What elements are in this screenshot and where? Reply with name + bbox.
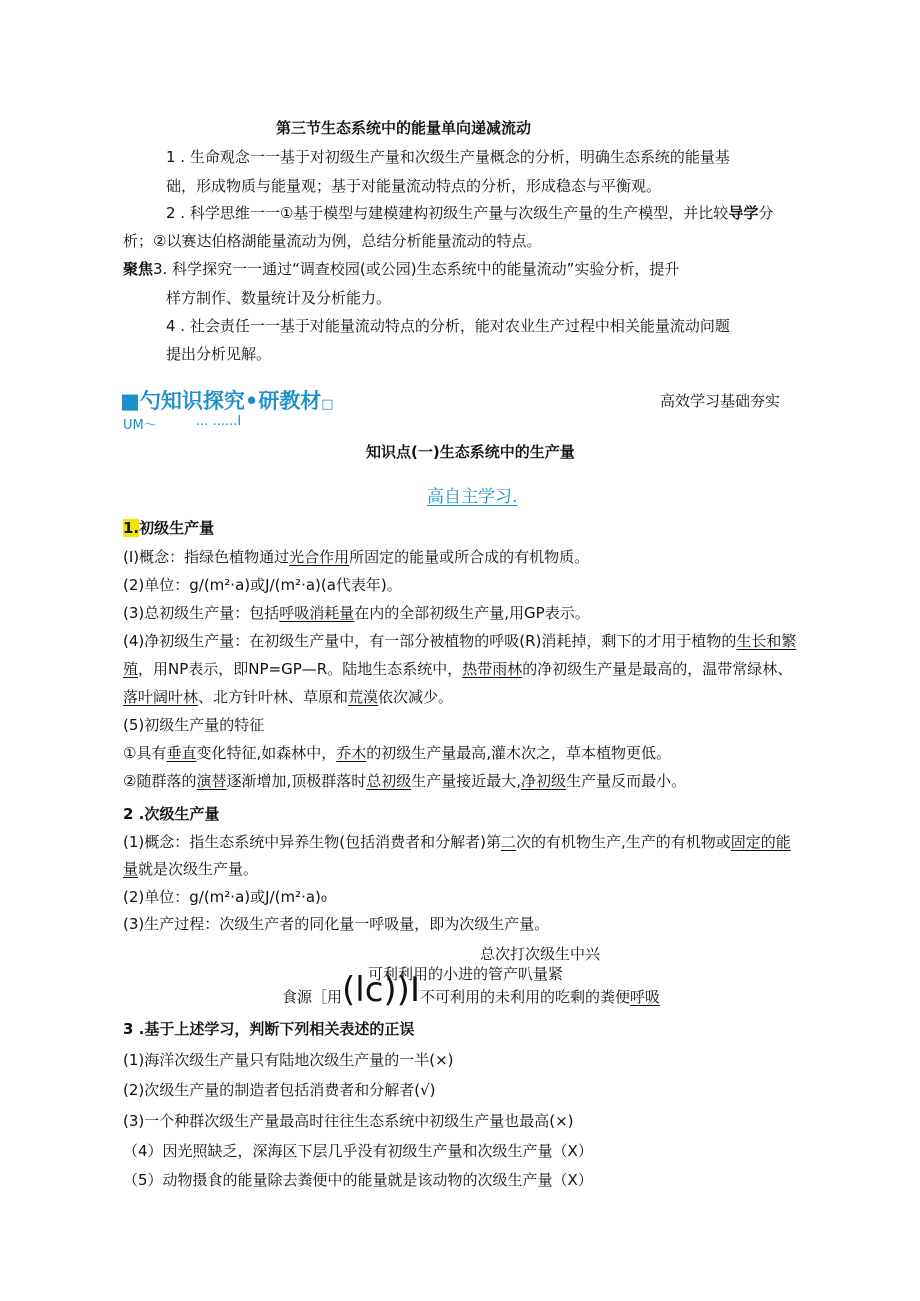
text: 所固定的能量或所合成的有机物质。 bbox=[349, 548, 590, 566]
text: 生产量接近最大, bbox=[411, 772, 522, 790]
text: 逐渐增加,顶极群落时 bbox=[226, 772, 367, 790]
goal-2-text-end: 分 bbox=[758, 204, 774, 222]
banner-sub-left: UM～ bbox=[123, 418, 157, 433]
blank-answer: 总初级 bbox=[366, 772, 412, 790]
secondary-concept-line-2 bbox=[123, 858, 258, 879]
banner-title: 知识探究•研教材 bbox=[160, 389, 322, 413]
blank-answer: 生长和繁 bbox=[736, 632, 797, 650]
goal-1-line-2: 础，形成物质与能量观；基于对能量流动特点的分析，形成稳态与平衡观。 bbox=[166, 177, 662, 195]
blank-answer: 呼吸消耗量 bbox=[279, 604, 355, 622]
goal-3-line-2: 样方制作、数量统计及分析能力。 bbox=[166, 289, 392, 307]
text: 、北方针叶林、草原和 bbox=[198, 688, 349, 706]
page-title: 第三节生态系统中的能量单向递减流动 bbox=[276, 119, 532, 137]
judge-item-3: (3)一个种群次级生产量最高时往往生态系统中初级生产量也最高(×) bbox=[123, 1112, 574, 1130]
goal-3-line-1 bbox=[123, 258, 679, 279]
primary-gross bbox=[123, 602, 590, 623]
blank-answer: 二 bbox=[500, 833, 516, 851]
blank-answer: 垂直 bbox=[166, 744, 197, 762]
primary-concept bbox=[123, 546, 589, 567]
primary-feature-2 bbox=[123, 770, 686, 791]
blank-answer: 固定的能 bbox=[730, 833, 791, 851]
secondary-process: (3)生产过程：次级生产者的同化量一呼吸量，即为次级生产量。 bbox=[123, 915, 550, 933]
goal-3-text: 3. 科学探究一一通过“调查校园(或公园)生态系统中的能量流动”实验分析，提升 bbox=[153, 260, 680, 278]
text: (I)概念：指绿色植物通过 bbox=[123, 548, 290, 566]
primary-title: 初级生产量 bbox=[139, 519, 215, 537]
blank-answer: 荒漠 bbox=[348, 688, 379, 706]
text: ，用NP表示，即NP=GP—R。陆地生态系统中， bbox=[138, 660, 463, 678]
goal-2-line-1 bbox=[166, 202, 773, 223]
diagram-bracket: (lc))I bbox=[342, 970, 420, 1010]
blank-answer: 乔木 bbox=[336, 744, 367, 762]
goal-2-line-2: 析；②以赛达伯格湖能量流动为例，总结分析能量流动的特点。 bbox=[123, 232, 542, 250]
blank-answer: 量 bbox=[123, 860, 139, 878]
primary-unit: (2)单位：g/(m²·a)或J/(m²·a)(a代表年)。 bbox=[123, 576, 402, 594]
text: 变化特征,如森林中， bbox=[196, 744, 337, 762]
blank-answer: 呼吸 bbox=[630, 988, 661, 1006]
text: 次的有机物生产,生产的有机物或 bbox=[515, 833, 731, 851]
text: 依次减少。 bbox=[378, 688, 454, 706]
blank-answer: 殖 bbox=[123, 660, 139, 678]
text: 的初级生产量最高,灌木次之，草本植物更低。 bbox=[366, 744, 672, 762]
diagram-line-3 bbox=[282, 970, 661, 1010]
goal-2-text: 2 . 科学思维一一①基于模型与建模建构初级生产量与次级生产量的生产模型，并比较 bbox=[166, 204, 729, 222]
guide-label: 导学 bbox=[728, 204, 759, 222]
blank-answer: 落叶阔叶林 bbox=[123, 688, 199, 706]
section-banner bbox=[120, 385, 334, 415]
primary-features-heading: (5)初级生产量的特征 bbox=[123, 716, 265, 734]
text: 就是次级生产量。 bbox=[138, 860, 259, 878]
secondary-heading: 2 .次级生产量 bbox=[123, 805, 220, 823]
judge-heading: 3 .基于上述学习，判断下列相关表述的正误 bbox=[123, 1020, 415, 1038]
text: (3)总初级生产量：包括 bbox=[123, 604, 280, 622]
banner-sub-mid: ... ......I bbox=[196, 414, 242, 429]
text: 不可利用的未利用的吃剩的粪便 bbox=[419, 988, 630, 1006]
text: 的净初级生产量是最高的，温带常绿林、 bbox=[522, 660, 793, 678]
diagram-line-1: 总次打次级生中兴 bbox=[480, 945, 601, 963]
judge-item-2: (2)次级生产量的制造者包括消费者和分解者(√) bbox=[123, 1081, 436, 1099]
banner-mark-icon: ■勺 bbox=[120, 389, 161, 413]
goal-4-line-2: 提出分析见解。 bbox=[166, 345, 272, 363]
primary-net-line-2 bbox=[123, 658, 792, 679]
banner-right-text: 高效学习基础夯实 bbox=[660, 392, 781, 410]
section-heading: 知识点(一)生态系统中的生产量 bbox=[366, 443, 575, 461]
text: ①具有 bbox=[123, 744, 167, 762]
primary-number: 1. bbox=[123, 519, 140, 537]
judge-item-5: （5）动物摄食的能量除去粪便中的能量就是该动物的次级生产量（X） bbox=[123, 1171, 593, 1189]
blank-answer: 光合作用 bbox=[289, 548, 350, 566]
banner-box-icon: □ bbox=[321, 397, 334, 412]
secondary-unit: (2)单位：g/(m²·a)或J/(m²·a)₀ bbox=[123, 888, 327, 906]
judge-item-4: （4）因光照缺乏，深海区下层几乎没有初级生产量和次级生产量（X） bbox=[123, 1142, 593, 1160]
primary-net-line-3 bbox=[123, 686, 453, 707]
primary-feature-1 bbox=[123, 742, 671, 763]
blank-answer: 热带雨林 bbox=[462, 660, 523, 678]
primary-heading bbox=[123, 517, 214, 538]
judge-item-1: (1)海洋次级生产量只有陆地次级生产量的一半(×) bbox=[123, 1051, 454, 1069]
primary-net-line-1 bbox=[123, 630, 796, 651]
focus-label: 聚焦 bbox=[123, 260, 154, 278]
text: 生产量反而最小。 bbox=[566, 772, 687, 790]
self-study-link[interactable]: 高自主学习. bbox=[427, 487, 518, 507]
diagram-line-2: 可利利用的小进的管产叭量紧 bbox=[368, 965, 564, 983]
text: 食源［用 bbox=[282, 988, 343, 1006]
goal-4-line-1: 4 . 社会责任一一基于对能量流动特点的分析，能对农业生产过程中相关能量流动问题 bbox=[166, 317, 730, 335]
text: (4)净初级生产量：在初级生产量中，有一部分被植物的呼吸(R)消耗掉，剩下的才用于植物的 bbox=[123, 632, 737, 650]
blank-answer: 净初级 bbox=[521, 772, 567, 790]
goal-1-line-1: 1 . 生命观念一一基于对初级生产量和次级生产量概念的分析，明确生态系统的能量基 bbox=[166, 148, 730, 166]
text: ②随群落的 bbox=[123, 772, 197, 790]
blank-answer: 演替 bbox=[196, 772, 227, 790]
text: 在内的全部初级生产量,用GP表示。 bbox=[354, 604, 590, 622]
text: (1)概念：指生态系统中异养生物(包括消费者和分解者)第 bbox=[123, 833, 501, 851]
secondary-concept-line-1 bbox=[123, 831, 791, 852]
